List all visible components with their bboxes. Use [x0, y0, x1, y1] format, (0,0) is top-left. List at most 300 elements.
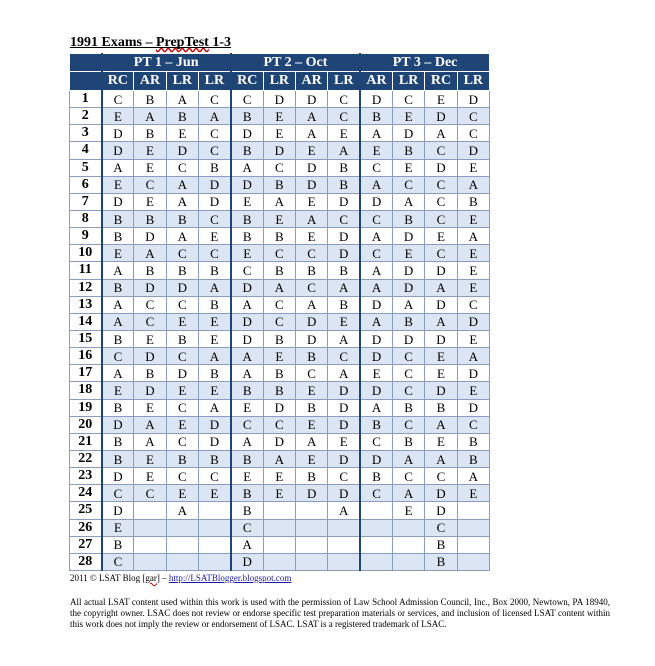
blog-link[interactable]: http://LSATBlogger.blogspot.com — [168, 573, 292, 583]
answer-cell: E — [457, 279, 489, 296]
answer-cell: C — [425, 176, 457, 193]
answer-cell: C — [263, 245, 295, 262]
question-row — [70, 330, 490, 347]
answer-cell: B — [166, 108, 198, 125]
answer-cell: B — [134, 125, 166, 142]
answer-cell: D — [392, 279, 424, 296]
answer-cell: B — [328, 176, 360, 193]
answer-cell: A — [263, 450, 295, 467]
answer-cell — [328, 519, 360, 536]
answer-cell: B — [102, 450, 134, 467]
question-row — [70, 553, 490, 570]
question-row — [70, 382, 490, 399]
answer-cell: C — [166, 296, 198, 313]
answer-cell: C — [392, 91, 424, 108]
answer-cell: C — [198, 210, 230, 227]
answer-cell: D — [328, 485, 360, 502]
answer-cell: C — [166, 245, 198, 262]
question-number: 4 — [70, 142, 102, 159]
answer-cell: E — [263, 108, 295, 125]
question-row — [70, 193, 490, 210]
answer-cell: C — [231, 519, 263, 536]
answer-cell — [263, 553, 295, 570]
answer-cell: C — [134, 176, 166, 193]
answer-cell: D — [295, 313, 327, 330]
answer-cell: D — [328, 399, 360, 416]
answer-cell: A — [134, 433, 166, 450]
answer-cell: E — [102, 519, 134, 536]
question-number: 16 — [70, 348, 102, 365]
copyright-sq: gar — [145, 573, 157, 583]
answer-cell: C — [295, 365, 327, 382]
answer-cell: A — [328, 502, 360, 519]
answer-cell: B — [231, 142, 263, 159]
answer-cell: B — [166, 330, 198, 347]
question-number: 12 — [70, 279, 102, 296]
answer-cell: E — [134, 399, 166, 416]
answer-cell: E — [425, 433, 457, 450]
answer-cell: A — [360, 262, 392, 279]
answer-cell — [134, 536, 166, 553]
answer-cell — [392, 536, 424, 553]
section-header: LR — [328, 72, 360, 91]
question-number: 21 — [70, 433, 102, 450]
answer-cell: D — [231, 330, 263, 347]
answer-cell: B — [392, 142, 424, 159]
question-row — [70, 502, 490, 519]
answer-cell: E — [392, 502, 424, 519]
answer-cell: C — [328, 91, 360, 108]
answer-cell: B — [198, 365, 230, 382]
question-row — [70, 279, 490, 296]
answer-cell: E — [198, 228, 230, 245]
answer-cell: D — [392, 262, 424, 279]
answer-cell: A — [360, 399, 392, 416]
answer-cell: D — [198, 416, 230, 433]
answer-cell — [295, 502, 327, 519]
answer-cell: A — [198, 108, 230, 125]
answer-cell: C — [328, 210, 360, 227]
answer-cell — [166, 536, 198, 553]
answer-cell: D — [166, 142, 198, 159]
answer-cell — [166, 519, 198, 536]
answer-cell: C — [457, 108, 489, 125]
section-header: LR — [198, 72, 230, 91]
answer-cell: C — [328, 468, 360, 485]
answer-cell: A — [102, 313, 134, 330]
answer-cell: C — [102, 348, 134, 365]
answer-cell — [360, 536, 392, 553]
answer-cell: B — [102, 279, 134, 296]
answer-cell: A — [295, 125, 327, 142]
answer-cell: E — [328, 313, 360, 330]
answer-cell: D — [425, 262, 457, 279]
answer-cell: C — [198, 125, 230, 142]
answer-cell — [295, 536, 327, 553]
question-number: 27 — [70, 536, 102, 553]
answer-cell: D — [231, 279, 263, 296]
answer-cell — [198, 502, 230, 519]
answer-cell: E — [134, 142, 166, 159]
copyright-line — [70, 573, 291, 583]
answer-cell: E — [295, 228, 327, 245]
answer-cell: E — [263, 348, 295, 365]
section-header: RC — [102, 72, 134, 91]
answer-cell: E — [392, 245, 424, 262]
question-row — [70, 536, 490, 553]
answer-cell: D — [425, 159, 457, 176]
answer-cell — [457, 519, 489, 536]
answer-cell: D — [328, 228, 360, 245]
question-row — [70, 519, 490, 536]
answer-cell: C — [295, 245, 327, 262]
question-number: 28 — [70, 553, 102, 570]
answer-cell: E — [295, 142, 327, 159]
answer-cell: E — [198, 485, 230, 502]
test-header-pt2: PT 2 – Oct — [231, 54, 360, 72]
answer-cell: D — [360, 450, 392, 467]
answer-cell — [457, 536, 489, 553]
answer-cell: A — [102, 365, 134, 382]
answer-cell: D — [102, 502, 134, 519]
answer-cell: B — [198, 296, 230, 313]
answer-cell: B — [166, 450, 198, 467]
answer-cell: B — [134, 365, 166, 382]
answer-cell — [392, 519, 424, 536]
answer-cell: B — [263, 330, 295, 347]
answer-cell — [134, 502, 166, 519]
answer-cell: C — [231, 416, 263, 433]
answer-cell: B — [102, 536, 134, 553]
answer-cell: B — [166, 210, 198, 227]
test-header-row — [70, 54, 490, 72]
answer-cell: D — [295, 485, 327, 502]
answer-cell — [263, 536, 295, 553]
answer-cell — [295, 553, 327, 570]
answer-cell: C — [263, 159, 295, 176]
answer-cell: B — [198, 159, 230, 176]
answer-cell: D — [425, 296, 457, 313]
section-header: RC — [231, 72, 263, 91]
answer-cell: B — [295, 348, 327, 365]
answer-cell: A — [166, 228, 198, 245]
answer-cell: A — [392, 296, 424, 313]
answer-cell: B — [198, 450, 230, 467]
answer-cell: B — [231, 485, 263, 502]
answer-cell: A — [425, 279, 457, 296]
answer-cell: D — [102, 125, 134, 142]
answer-cell: D — [425, 108, 457, 125]
disclaimer: All actual LSAT content used within this work is used with the permission of Law School Admission Council, Inc., Box 2000, Newtown, PA 18940, the copyright owner. LSAC does not review or endorse specific test preparation materials or services, and inclusion of licensed LSAT content within this work does not imply the review or endorsement of LSAC. LSAT is a registered trademark of LSAC. — [70, 597, 610, 629]
answer-cell: C — [360, 210, 392, 227]
answer-cell: E — [457, 245, 489, 262]
test-header-pt3: PT 3 – Dec — [360, 54, 489, 72]
answer-cell: A — [263, 279, 295, 296]
answer-cell: D — [198, 433, 230, 450]
answer-cell: B — [360, 416, 392, 433]
answer-cell: B — [102, 228, 134, 245]
question-row — [70, 108, 490, 125]
answer-cell: D — [231, 176, 263, 193]
answer-cell: D — [328, 450, 360, 467]
answer-cell: E — [360, 142, 392, 159]
question-row — [70, 416, 490, 433]
answer-cell: C — [360, 485, 392, 502]
answer-cell: E — [457, 262, 489, 279]
question-row — [70, 228, 490, 245]
answer-cell: A — [231, 365, 263, 382]
answer-cell: B — [134, 91, 166, 108]
answer-cell: A — [392, 193, 424, 210]
answer-cell: A — [231, 159, 263, 176]
question-number: 7 — [70, 193, 102, 210]
answer-cell: B — [392, 210, 424, 227]
question-number: 24 — [70, 485, 102, 502]
answer-cell: A — [425, 450, 457, 467]
answer-cell: A — [231, 536, 263, 553]
answer-cell: C — [360, 245, 392, 262]
answer-cell: C — [198, 142, 230, 159]
answer-cell: D — [231, 125, 263, 142]
answer-cell: D — [328, 193, 360, 210]
answer-cell: B — [166, 262, 198, 279]
answer-cell: A — [134, 416, 166, 433]
answer-cell: E — [263, 485, 295, 502]
answer-cell: D — [295, 330, 327, 347]
answer-cell: B — [295, 262, 327, 279]
answer-cell: C — [134, 313, 166, 330]
answer-cell: D — [457, 365, 489, 382]
answer-cell: A — [360, 279, 392, 296]
answer-cell: E — [457, 485, 489, 502]
question-row — [70, 296, 490, 313]
section-header-row — [70, 72, 490, 91]
answer-cell: D — [166, 279, 198, 296]
answer-cell: A — [457, 228, 489, 245]
answer-cell: A — [231, 296, 263, 313]
answer-cell: B — [263, 176, 295, 193]
question-number: 5 — [70, 159, 102, 176]
answer-cell — [360, 519, 392, 536]
section-header: LR — [166, 72, 198, 91]
answer-cell: C — [263, 296, 295, 313]
answer-cell: A — [102, 296, 134, 313]
answer-cell: B — [102, 399, 134, 416]
question-number: 3 — [70, 125, 102, 142]
answer-cell: A — [295, 296, 327, 313]
answer-cell: D — [295, 159, 327, 176]
answer-cell: B — [231, 210, 263, 227]
answer-cell: A — [231, 433, 263, 450]
section-header: RC — [425, 72, 457, 91]
answer-cell: D — [392, 330, 424, 347]
answer-cell: A — [457, 348, 489, 365]
answer-cell: B — [425, 536, 457, 553]
answer-cell: B — [102, 433, 134, 450]
answer-cell: D — [457, 399, 489, 416]
answer-cell: E — [102, 245, 134, 262]
section-header: AR — [295, 72, 327, 91]
answer-cell: A — [198, 279, 230, 296]
answer-cell: D — [425, 485, 457, 502]
answer-cell — [295, 519, 327, 536]
answer-cell: D — [425, 502, 457, 519]
answer-cell: B — [231, 108, 263, 125]
answer-cell: E — [134, 330, 166, 347]
answer-cell: E — [231, 245, 263, 262]
answer-cell: C — [134, 296, 166, 313]
answer-cell: E — [102, 108, 134, 125]
copyright-suffix: ] – — [156, 573, 169, 583]
answer-cell: E — [166, 382, 198, 399]
answer-cell: C — [392, 365, 424, 382]
answer-cell: A — [328, 365, 360, 382]
answer-cell: A — [360, 125, 392, 142]
answer-cell: E — [425, 365, 457, 382]
answer-cell: D — [295, 176, 327, 193]
answer-cell: E — [360, 365, 392, 382]
answer-cell: E — [457, 382, 489, 399]
answer-cell: D — [166, 365, 198, 382]
answer-cell: A — [102, 262, 134, 279]
answer-cell: B — [263, 382, 295, 399]
answer-cell: E — [263, 210, 295, 227]
question-row — [70, 365, 490, 382]
answer-cell: C — [425, 210, 457, 227]
answer-cell: B — [392, 433, 424, 450]
answer-cell: A — [360, 313, 392, 330]
answer-cell: D — [102, 142, 134, 159]
answer-cell: D — [328, 416, 360, 433]
answer-cell: B — [263, 228, 295, 245]
answer-cell: A — [425, 125, 457, 142]
answer-cell: D — [392, 228, 424, 245]
answer-cell: C — [457, 125, 489, 142]
question-number: 26 — [70, 519, 102, 536]
answer-cell: B — [231, 502, 263, 519]
answer-cell: E — [102, 382, 134, 399]
answer-cell: B — [295, 399, 327, 416]
answer-cell: D — [328, 245, 360, 262]
answer-cell: A — [392, 485, 424, 502]
test-header-pt1: PT 1 – Jun — [102, 54, 231, 72]
answer-cell: D — [457, 142, 489, 159]
answer-cell: C — [425, 245, 457, 262]
answer-cell: B — [231, 382, 263, 399]
answer-cell: A — [457, 176, 489, 193]
answer-cell: A — [263, 193, 295, 210]
answer-cell: C — [392, 468, 424, 485]
answer-cell: C — [392, 348, 424, 365]
answer-cell: D — [102, 468, 134, 485]
question-number: 19 — [70, 399, 102, 416]
question-number: 25 — [70, 502, 102, 519]
answer-cell: D — [457, 91, 489, 108]
corner-cell — [70, 72, 102, 91]
answer-cell: C — [457, 296, 489, 313]
answer-cell: C — [134, 485, 166, 502]
answer-cell: E — [198, 313, 230, 330]
answer-cell: E — [457, 159, 489, 176]
answer-cell: E — [166, 485, 198, 502]
copyright-prefix: 2011 © LSAT Blog [ — [70, 573, 146, 583]
question-number: 23 — [70, 468, 102, 485]
answer-cell: B — [328, 159, 360, 176]
answer-cell — [360, 502, 392, 519]
answer-cell: E — [295, 193, 327, 210]
answer-cell: B — [425, 553, 457, 570]
answer-cell: E — [328, 125, 360, 142]
question-row — [70, 313, 490, 330]
answer-cell: C — [360, 433, 392, 450]
section-header: AR — [360, 72, 392, 91]
answer-cell: B — [457, 450, 489, 467]
answer-cell: A — [166, 91, 198, 108]
answer-cell — [263, 502, 295, 519]
question-row — [70, 245, 490, 262]
question-row — [70, 348, 490, 365]
answer-cell: E — [392, 159, 424, 176]
answer-rows — [70, 91, 490, 571]
answer-cell: C — [360, 159, 392, 176]
answer-cell — [134, 553, 166, 570]
answer-cell: E — [328, 433, 360, 450]
answer-cell: B — [231, 450, 263, 467]
answer-cell: A — [328, 330, 360, 347]
answer-cell: C — [102, 485, 134, 502]
answer-cell: E — [134, 450, 166, 467]
answer-cell: A — [295, 108, 327, 125]
title-suffix: 1-3 — [208, 35, 232, 50]
answer-cell: C — [263, 313, 295, 330]
answer-cell: C — [328, 108, 360, 125]
answer-cell: E — [263, 125, 295, 142]
question-number: 15 — [70, 330, 102, 347]
answer-cell: B — [134, 210, 166, 227]
answer-cell: D — [263, 433, 295, 450]
answer-cell: C — [425, 519, 457, 536]
answer-cell: E — [295, 416, 327, 433]
answer-cell: B — [457, 193, 489, 210]
question-row — [70, 433, 490, 450]
answer-cell: B — [231, 228, 263, 245]
answer-cell: E — [231, 468, 263, 485]
question-number: 6 — [70, 176, 102, 193]
answer-cell: C — [425, 468, 457, 485]
answer-cell: E — [134, 193, 166, 210]
question-row — [70, 450, 490, 467]
answer-cell — [166, 553, 198, 570]
answer-cell: C — [198, 468, 230, 485]
answer-cell: A — [392, 450, 424, 467]
answer-cell: B — [263, 365, 295, 382]
answer-cell: B — [392, 399, 424, 416]
answer-cell: B — [360, 108, 392, 125]
answer-cell: C — [392, 382, 424, 399]
answer-cell: D — [360, 330, 392, 347]
answer-cell: C — [166, 433, 198, 450]
answer-cell: D — [295, 91, 327, 108]
answer-cell: C — [231, 91, 263, 108]
answer-cell: D — [231, 313, 263, 330]
question-number: 9 — [70, 228, 102, 245]
question-number: 18 — [70, 382, 102, 399]
answer-cell: E — [134, 468, 166, 485]
answer-cell — [328, 553, 360, 570]
answer-cell: D — [425, 382, 457, 399]
answer-cell: E — [457, 330, 489, 347]
answer-cell — [134, 519, 166, 536]
